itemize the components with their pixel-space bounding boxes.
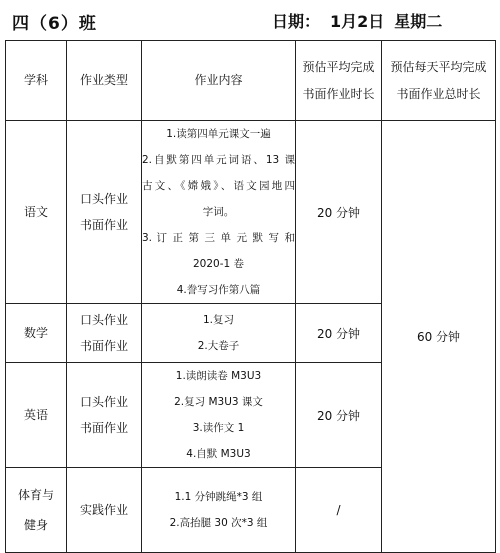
table-header-row: [6, 41, 496, 121]
content-item: 1.读朗读卷 M3U3: [175, 370, 262, 382]
content-item: 古文、《嫦娥》、语文园地四: [142, 180, 295, 192]
time-cell: 20 分钟: [296, 363, 382, 468]
content-item: 1.1 分钟跳绳*3 组: [174, 491, 263, 503]
content-item: 4.誊写习作第八篇: [176, 284, 261, 296]
time-cell: 20 分钟: [296, 304, 382, 363]
type-cell: 口头作业 书面作业: [67, 363, 142, 468]
date-value: 1月2日: [330, 12, 385, 31]
content-item: 3. 订 正 第 三 单 元 默 写 和: [142, 232, 295, 244]
total-time-cell: 60 分钟: [382, 121, 496, 553]
subject-cell: 英语: [6, 363, 67, 468]
time-cell: 20 分钟: [296, 121, 382, 304]
subject-cell: 体育与 健身: [6, 468, 67, 553]
content-item: 3.读作文 1: [192, 422, 245, 434]
col-header-time: 预估平均完成 书面作业时长: [296, 41, 382, 121]
content-item: 字词。: [202, 206, 235, 218]
content-item: 2.复习 M3U3 课文: [174, 396, 263, 408]
content-item: 1.读第四单元课文一遍: [166, 128, 271, 140]
col-header-total: 预估每天平均完成 书面作业总时长: [382, 41, 496, 121]
date-label: 日期：: [272, 12, 321, 31]
content-item: 2.大卷子: [197, 340, 240, 352]
content-item: 2020-1 卷: [192, 258, 245, 270]
content-cell: [142, 363, 296, 468]
table-row-yuwen: [6, 121, 496, 304]
col-header-subject: 学科: [6, 41, 67, 121]
weekday: 星期二: [394, 12, 443, 31]
subject-cell: 语文: [6, 121, 67, 304]
time-cell: /: [296, 468, 382, 553]
class-title: 四（6）班: [12, 14, 97, 34]
date-line: [272, 9, 442, 32]
content-item: 2.自默第四单元词语、13 课: [142, 154, 295, 166]
type-cell: 实践作业: [67, 468, 142, 553]
page-header: [0, 0, 500, 38]
content-item: 2.高抬腿 30 次*3 组: [169, 517, 268, 529]
type-cell: 口头作业 书面作业: [67, 304, 142, 363]
col-header-content: 作业内容: [142, 41, 296, 121]
type-cell: 口头作业 书面作业: [67, 121, 142, 304]
content-item: 1.复习: [202, 314, 235, 326]
content-item: 4.自默 M3U3: [186, 448, 251, 460]
homework-table: [5, 40, 496, 553]
content-cell: [142, 121, 296, 304]
content-cell: [142, 304, 296, 363]
content-cell: [142, 468, 296, 553]
subject-cell: 数学: [6, 304, 67, 363]
col-header-type: 作业类型: [67, 41, 142, 121]
